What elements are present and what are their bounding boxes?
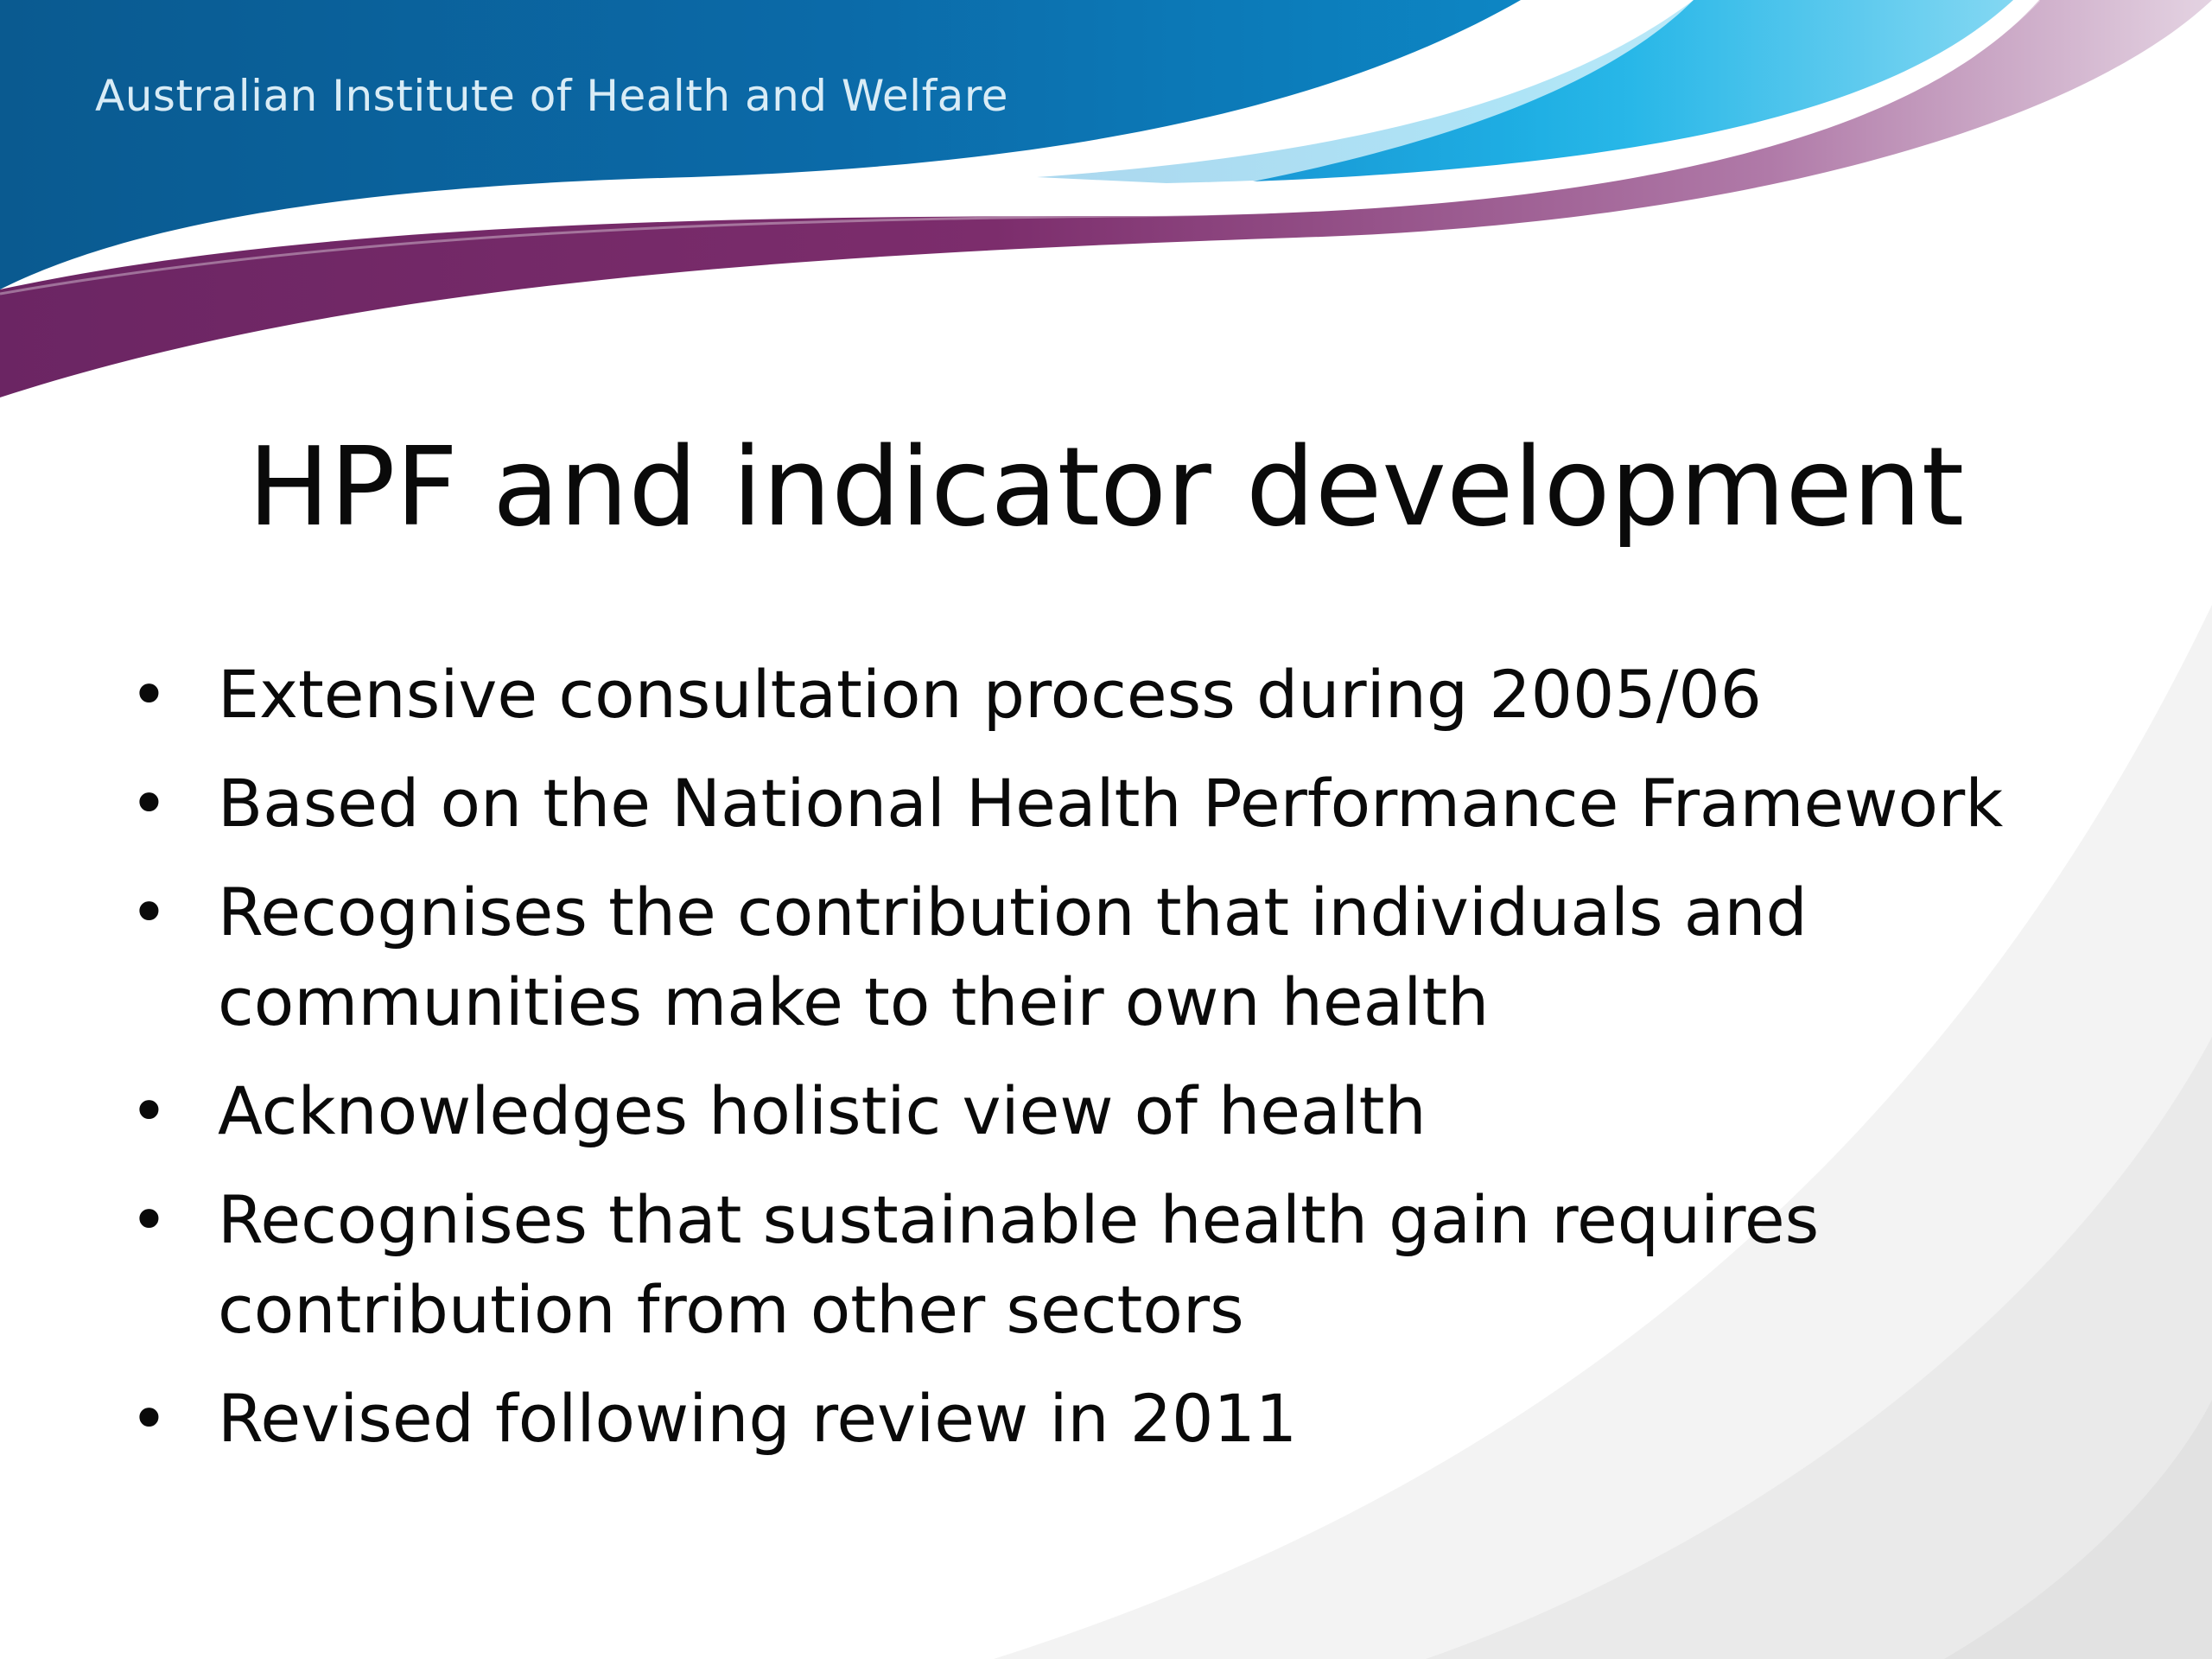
bullet-icon: •	[130, 1380, 168, 1457]
bullet-text: Recognises that sustainable health gain requires	[218, 1181, 1820, 1258]
bullet-text: Based on the National Health Performance Framework	[218, 765, 2004, 842]
bullet-item	[130, 650, 2117, 740]
bullet-text-continued: communities make to their own health	[218, 963, 1490, 1040]
bullet-icon: •	[130, 1181, 168, 1258]
bullet-text-continued: contribution from other sectors	[218, 1271, 1244, 1348]
bullet-icon: •	[130, 1072, 168, 1149]
bullet-text: Recognises the contribution that individuals and	[218, 874, 1808, 950]
bullet-item	[130, 1175, 2117, 1355]
bullet-icon: •	[130, 656, 168, 733]
bullet-item	[130, 868, 2117, 1047]
bullet-text: Revised following review in 2011	[218, 1380, 1298, 1457]
bullet-list	[130, 650, 2117, 1483]
slide-title: HPF and indicator development	[247, 423, 1965, 550]
bullet-text: Extensive consultation process during 2005/06	[218, 656, 1763, 733]
bullet-icon: •	[130, 765, 168, 842]
bullet-icon: •	[130, 874, 168, 950]
bullet-item	[130, 1374, 2117, 1464]
organisation-name: Australian Institute of Health and Welfare	[95, 71, 1009, 121]
bullet-item	[130, 1066, 2117, 1156]
bullet-item	[130, 759, 2117, 849]
bullet-text: Acknowledges holistic view of health	[218, 1072, 1427, 1149]
